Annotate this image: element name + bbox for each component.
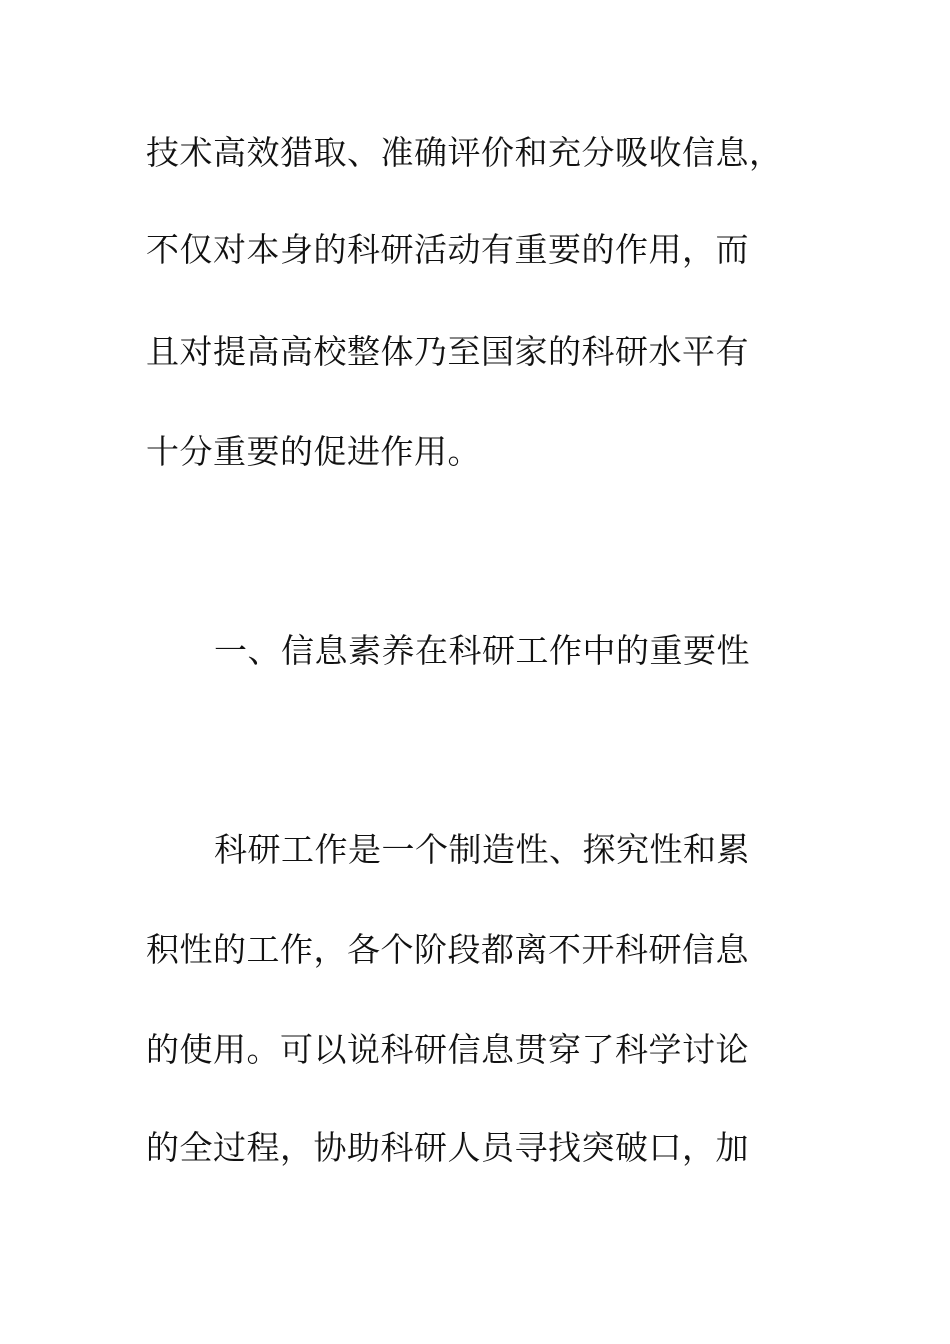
paragraph-line: 十分重要的促进作用。: [146, 432, 481, 471]
paragraph-line: 且对提高高校整体乃至国家的科研水平有: [146, 332, 749, 371]
paragraph-line: 不仅对本身的科研活动有重要的作用，而: [146, 230, 749, 269]
paragraph-line: 积性的工作，各个阶段都离不开科研信息: [146, 930, 749, 969]
paragraph-line: 的全过程，协助科研人员寻找突破口，加: [146, 1128, 749, 1167]
paragraph-line: 科研工作是一个制造性、探究性和累: [214, 830, 750, 869]
section-heading: 一、信息素养在科研工作中的重要性: [214, 631, 750, 670]
paragraph-line: 的使用。可以说科研信息贯穿了科学讨论: [146, 1030, 749, 1069]
paragraph-line: 技术高效猎取、准确评价和充分吸收信息，: [146, 133, 783, 172]
